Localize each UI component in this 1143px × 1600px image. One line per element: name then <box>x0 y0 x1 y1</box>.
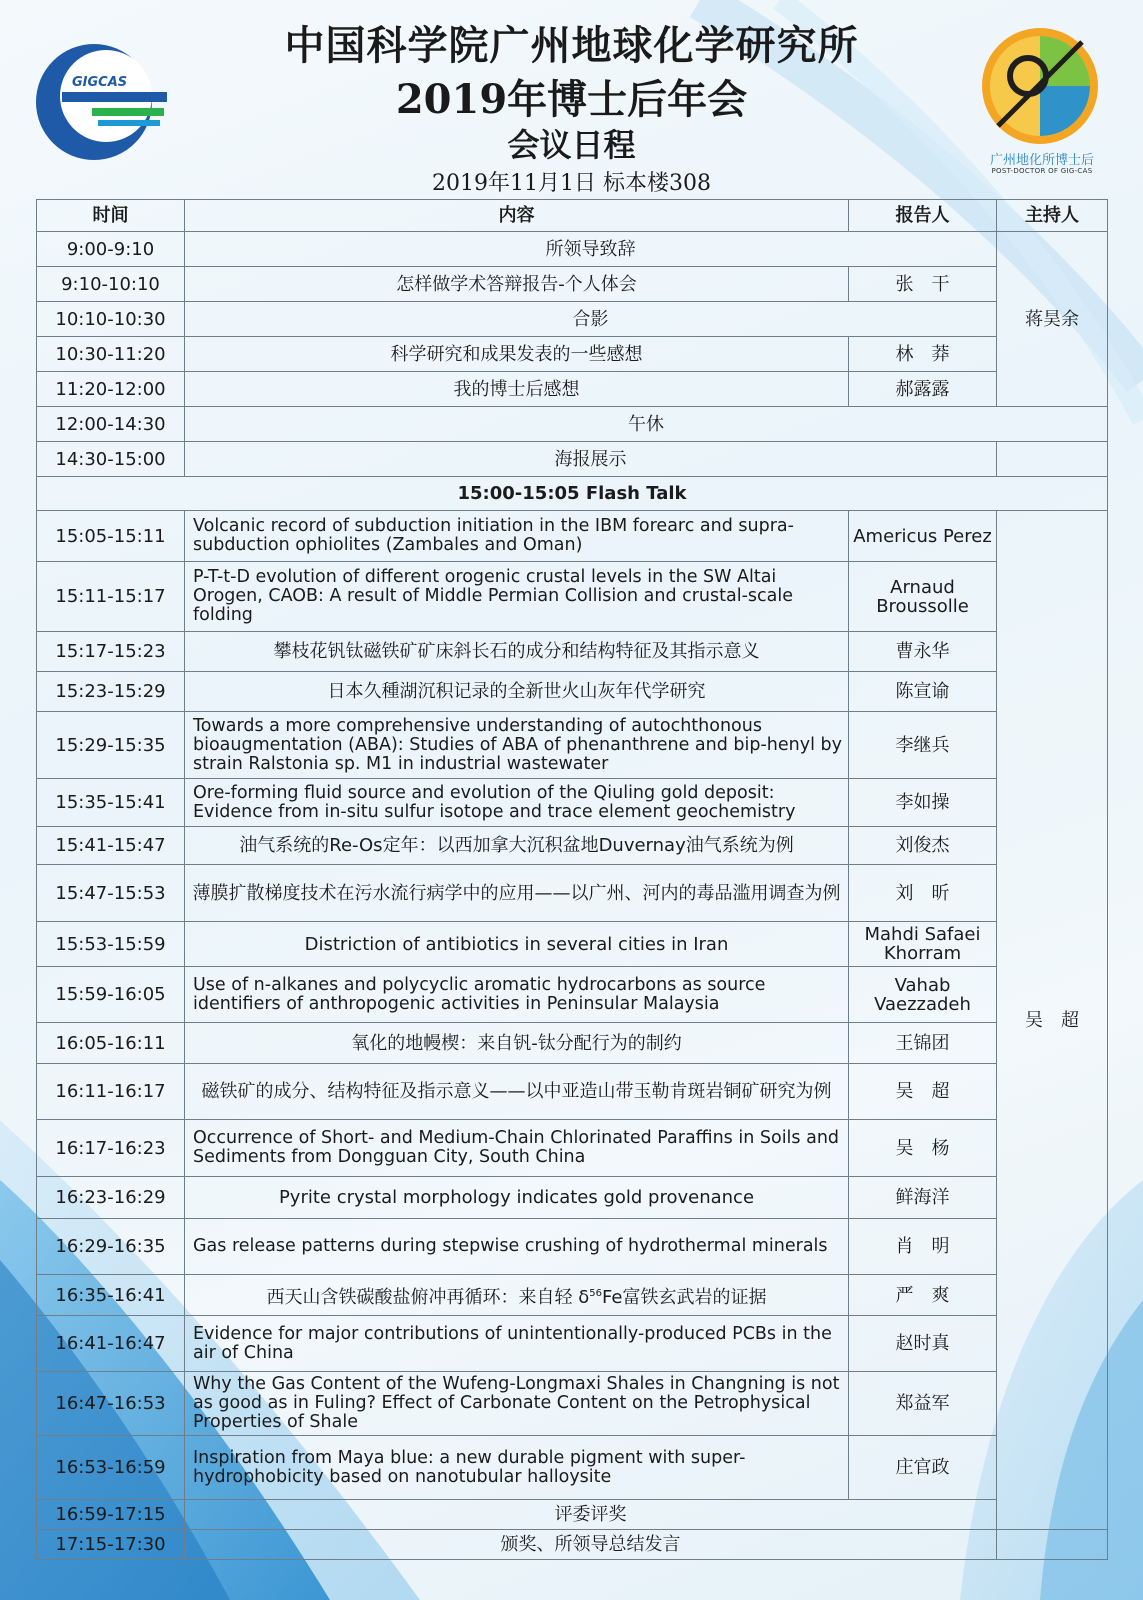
table-row <box>37 267 1108 302</box>
content-cell: 日本久種湖沉积记录的全新世火山灰年代学研究 <box>185 672 849 712</box>
speaker-cell: 严 爽 <box>849 1275 997 1316</box>
table-row <box>37 1177 1108 1219</box>
table-row <box>37 712 1108 779</box>
content-cell: Why the Gas Content of the Wufeng-Longmaxi Shales in Changning is not as good as in Fuling? Effect of Carbonate Content on the Petrophysical Properties of Shale <box>185 1372 849 1436</box>
agenda-title: 会议日程 <box>507 126 636 164</box>
table-row <box>37 337 1108 372</box>
speaker-cell: 郝露露 <box>849 372 997 407</box>
date-venue: 2019年11月1日 标本楼308 <box>432 171 711 196</box>
speaker-cell: 王锦团 <box>849 1023 997 1064</box>
time-cell: 16:23-16:29 <box>37 1177 185 1219</box>
time-cell: 15:05-15:11 <box>37 511 185 562</box>
content-cell: 颁奖、所领导总结发言 <box>185 1530 997 1560</box>
content-cell: 薄膜扩散梯度技术在污水流行病学中的应用——以广州、河内的毒品滥用调查为例 <box>185 865 849 922</box>
content-text: Fe富铁玄武岩的证据 <box>602 1286 767 1308</box>
content-cell: P-T-t-D evolution of different orogenic crustal levels in the SW Altai Orogen, CAOB: A result of Middle Permian Collision and crustal-scale folding <box>185 562 849 632</box>
time-cell: 9:10-10:10 <box>37 267 185 302</box>
content-cell: Use of n-alkanes and polycyclic aromatic hydrocarbons as source identifiers of anthropogenic activities in Peninsular Malaysia <box>185 967 849 1023</box>
table-row <box>37 511 1108 562</box>
content-cell: 磁铁矿的成分、结构特征及指示意义——以中亚造山带玉勒肯斑岩铜矿研究为例 <box>185 1064 849 1120</box>
content-cell: 攀枝花钒钛磁铁矿矿床斜长石的成分和结构特征及其指示意义 <box>185 632 849 672</box>
content-cell: 氧化的地幔楔：来自钒-钛分配行为的制约 <box>185 1023 849 1064</box>
time-cell: 16:05-16:11 <box>37 1023 185 1064</box>
time-cell: 16:47-16:53 <box>37 1372 185 1436</box>
table-row <box>37 1120 1108 1177</box>
content-cell: 海报展示 <box>185 442 997 477</box>
table-row <box>37 779 1108 827</box>
time-cell: 15:23-15:29 <box>37 672 185 712</box>
table-row <box>37 302 1108 337</box>
time-cell: 10:10-10:30 <box>37 302 185 337</box>
time-cell: 14:30-15:00 <box>37 442 185 477</box>
time-cell: 15:35-15:41 <box>37 779 185 827</box>
table-row <box>37 1023 1108 1064</box>
header-content: 内容 <box>185 200 849 232</box>
table-row <box>37 1219 1108 1275</box>
time-cell: 16:41-16:47 <box>37 1316 185 1372</box>
postdoc-caption-en: POST-DOCTOR OF GIG-CAS <box>991 167 1093 175</box>
table-row <box>37 1316 1108 1372</box>
time-cell: 16:17-16:23 <box>37 1120 185 1177</box>
speaker-cell: 刘 昕 <box>849 865 997 922</box>
content-cell: Pyrite crystal morphology indicates gold provenance <box>185 1177 849 1219</box>
host-afternoon: 吴 超 <box>997 511 1108 1530</box>
speaker-cell: 吴 杨 <box>849 1120 997 1177</box>
speaker-cell: 赵时真 <box>849 1316 997 1372</box>
speaker-cell: Americus Perez <box>849 511 997 562</box>
time-cell: 15:47-15:53 <box>37 865 185 922</box>
time-cell: 16:53-16:59 <box>37 1436 185 1500</box>
speaker-cell: 刘俊杰 <box>849 827 997 865</box>
speaker-cell: 曹永华 <box>849 632 997 672</box>
speaker-cell: 李如操 <box>849 779 997 827</box>
flash-talk-cell: 15:00-15:05 Flash Talk <box>37 477 1108 511</box>
table-row <box>37 562 1108 632</box>
time-cell: 17:15-17:30 <box>37 1530 185 1560</box>
table-row <box>37 1064 1108 1120</box>
speaker-cell: 张 干 <box>849 267 997 302</box>
host-morning: 蒋昊余 <box>997 232 1108 407</box>
content-text: 西天山含铁碳酸盐俯冲再循环：来自轻 δ <box>266 1286 590 1308</box>
isotope-superscript: 56 <box>589 1287 602 1299</box>
time-cell: 9:00-9:10 <box>37 232 185 267</box>
content-cell <box>185 1275 849 1316</box>
speaker-cell: 李继兵 <box>849 712 997 779</box>
time-cell: 15:41-15:47 <box>37 827 185 865</box>
content-cell: 科学研究和成果发表的一些感想 <box>185 337 849 372</box>
table-row <box>37 1275 1108 1316</box>
content-cell: 评委评奖 <box>185 1500 997 1530</box>
time-cell: 16:35-16:41 <box>37 1275 185 1316</box>
content-cell: 合影 <box>185 302 997 337</box>
postdoc-caption-cn: 广州地化所博士后 <box>989 153 1094 168</box>
content-cell: 怎样做学术答辩报告-个人体会 <box>185 267 849 302</box>
speaker-cell: 陈宣谕 <box>849 672 997 712</box>
time-cell: 11:20-12:00 <box>37 372 185 407</box>
flash-talk-row <box>37 477 1108 511</box>
table-row <box>37 865 1108 922</box>
header-host: 主持人 <box>997 200 1108 232</box>
time-cell: 12:00-14:30 <box>37 407 185 442</box>
table-row <box>37 232 1108 267</box>
content-cell: 所领导致辞 <box>185 232 997 267</box>
header-time: 时间 <box>37 200 185 232</box>
time-cell: 15:17-15:23 <box>37 632 185 672</box>
header <box>0 0 1143 200</box>
table-row <box>37 1436 1108 1500</box>
speaker-cell: Vahab Vaezzadeh <box>849 967 997 1023</box>
content-cell: Inspiration from Maya blue: a new durable pigment with super-hydrophobicity based on nanotubular halloysite <box>185 1436 849 1500</box>
content-cell: Occurrence of Short- and Medium-Chain Chlorinated Paraffins in Soils and Sediments from Dongguan City, South China <box>185 1120 849 1177</box>
table-row <box>37 1530 1108 1560</box>
time-cell: 15:59-16:05 <box>37 967 185 1023</box>
content-cell: Ore-forming fluid source and evolution of the Qiuling gold deposit: Evidence from in-situ sulfur isotope and trace element geochemistry <box>185 779 849 827</box>
time-cell: 15:11-15:17 <box>37 562 185 632</box>
content-cell: Evidence for major contributions of unintentionally-produced PCBs in the air of China <box>185 1316 849 1372</box>
content-cell: 油气系统的Re-Os定年：以西加拿大沉积盆地Duvernay油气系统为例 <box>185 827 849 865</box>
content-cell: Volcanic record of subduction initiation in the IBM forearc and supra-subduction ophiolites (Zambales and Oman) <box>185 511 849 562</box>
speaker-cell: 鲜海洋 <box>849 1177 997 1219</box>
content-cell: Towards a more comprehensive understanding of autochthonous bioaugmentation (ABA): Studies of ABA of phenanthrene and bip-henyl by strain Ralstonia sp. M1 in industrial wastewater <box>185 712 849 779</box>
speaker-cell: Arnaud Broussolle <box>849 562 997 632</box>
content-cell: Distriction of antibiotics in several cities in Iran <box>185 922 849 967</box>
table-row <box>37 1500 1108 1530</box>
content-cell: 我的博士后感想 <box>185 372 849 407</box>
speaker-cell: 郑益军 <box>849 1372 997 1436</box>
table-row <box>37 632 1108 672</box>
lunch-row <box>37 407 1108 442</box>
content-cell: Gas release patterns during stepwise crushing of hydrothermal minerals <box>185 1219 849 1275</box>
table-header-row <box>37 200 1108 232</box>
time-cell: 16:11-16:17 <box>37 1064 185 1120</box>
schedule-table <box>36 199 1108 1560</box>
institute-title: 中国科学院广州地球化学研究所 <box>284 22 859 69</box>
table-row <box>37 967 1108 1023</box>
empty-host-cell <box>997 442 1108 477</box>
table-row <box>37 672 1108 712</box>
header-speaker: 报告人 <box>849 200 997 232</box>
speaker-cell: 林 莽 <box>849 337 997 372</box>
time-cell: 15:53-15:59 <box>37 922 185 967</box>
time-cell: 16:29-16:35 <box>37 1219 185 1275</box>
content-cell: 午休 <box>185 407 1108 442</box>
poster-row <box>37 442 1108 477</box>
time-cell: 10:30-11:20 <box>37 337 185 372</box>
speaker-cell: 肖 明 <box>849 1219 997 1275</box>
speaker-cell: 庄官政 <box>849 1436 997 1500</box>
time-cell: 15:29-15:35 <box>37 712 185 779</box>
table-row <box>37 1372 1108 1436</box>
empty-host-cell <box>997 1530 1108 1560</box>
speaker-cell: Mahdi Safaei Khorram <box>849 922 997 967</box>
table-row <box>37 922 1108 967</box>
gigcas-logo-text: GIGCAS <box>72 75 128 90</box>
speaker-cell: 吴 超 <box>849 1064 997 1120</box>
table-row <box>37 372 1108 407</box>
time-cell: 16:59-17:15 <box>37 1500 185 1530</box>
meeting-title: 2019年博士后年会 <box>395 76 748 123</box>
table-row <box>37 827 1108 865</box>
